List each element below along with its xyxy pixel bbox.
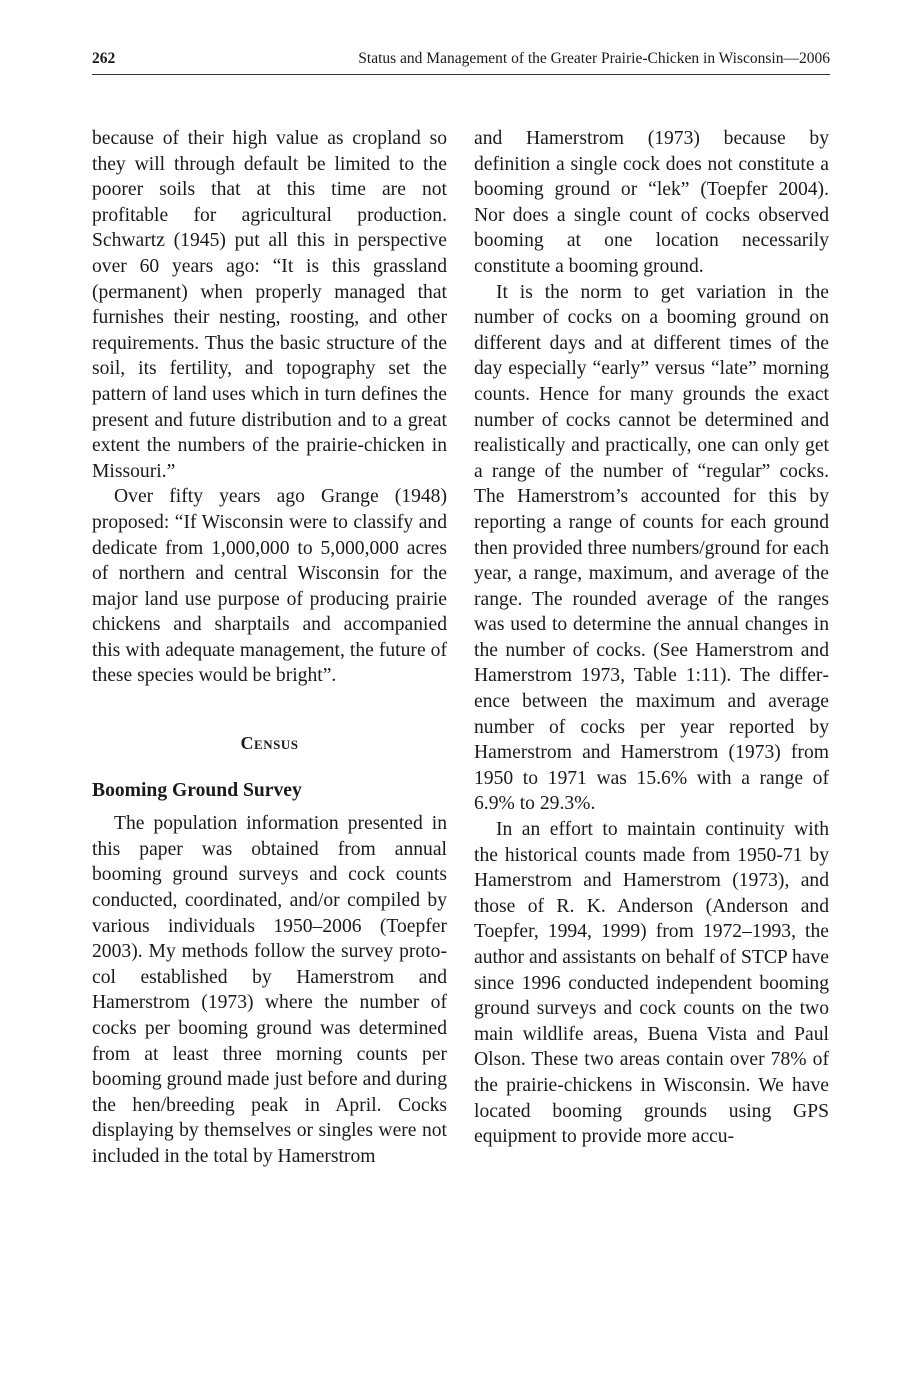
header-rule [92, 74, 830, 75]
paragraph: It is the norm to get variation in the number of cocks on a booming ground on different days and at different times of the day especially “early” versus “late” morning counts. Hence for many grounds the exact number of cocks cannot be determined and realistically and practically, one can only get a range of the number of “regular” cocks. The Hamerstrom’s accounted for this by reporting a range of counts for each ground then provided three numbers/ground for each year, a range, maximum, and average of the range. The rounded average of the ranges was used to determine the annual changes in the number of cocks. (See Hamerstrom and Hamerstrom 1973, Table 1:11). The difference between the maximum and average number of cocks per year reported by Hamerstrom and Hamerstrom (1973) from 1950 to 1971 was 15.6% with a range of 6.9% to 29.3%. [474, 281, 829, 815]
paragraph: because of their high value as cropland so they will through default be limited to the poorer soils that at this time are not profitable for agricultural production. Schwartz (1945) put all this in perspective over 60 years ago: “It is this grassland (permanent) when properly managed that furnishes their nesting, roosting, and other requirements. Thus the basic structure of the soil, its fertility, and topography set the pattern of land uses which in turn defines the present and future distribution and to a great extent the numbers of the prairie-chicken in Missouri.” [92, 128, 447, 482]
paragraph: In an effort to maintain continuity with the historical counts made from 1950-71 by Hamerstrom and Hamerstrom (1973), and those of R. K. Anderson (Anderson and Toepfer, 1994, 1999) from 1972–1993, the author and assistants on behalf of STCP have since 1996 conducted independent booming ground surveys and cock counts on the two main wildlife areas, Buena Vista and Paul Olson. These two areas contain over 78% of the prairie-chickens in Wisconsin. We have located booming grounds using GPS equipment to provide more accu- [474, 819, 829, 1148]
section-heading: Census [240, 733, 299, 754]
subsection-heading: Booming Ground Survey [92, 779, 302, 801]
paragraph: Over fifty years ago Grange (1948) proposed: “If Wisconsin were to classify and dedicate from 1,000,000 to 5,000,000 acres of northern and central Wisconsin for the major land use purpose of producing prairie chickens and sharptails and accompanied this with adequate management, the future of these species would be bright”. [92, 486, 447, 687]
running-title: Status and Management of the Greater Prairie-Chicken in Wisconsin—2006 [358, 50, 830, 67]
paragraph: and Hamerstrom (1973) because by definition a single cock does not constitute a booming ground or “lek” (Toepfer 2004). Nor does a single count of cocks observed booming at one location necessarily constitute a booming ground. [474, 128, 829, 277]
right-column [474, 126, 829, 1306]
left-column [92, 126, 447, 1306]
page-number: 262 [92, 50, 116, 67]
page-header [92, 50, 830, 74]
paragraph: The population information presented in this paper was obtained from annual booming ground surveys and cock counts conducted, coordinated, and/or compiled by various individuals 1950–2006 (Toepfer 2003). My methods follow the survey protocol established by Hamerstrom and Hamerstrom (1973) where the number of cocks per booming ground was determined from at least three morning counts per booming ground made just before and during the hen/breeding peak in April. Cocks displaying by themselves or singles were not included in the total by Hamerstrom [92, 813, 447, 1167]
